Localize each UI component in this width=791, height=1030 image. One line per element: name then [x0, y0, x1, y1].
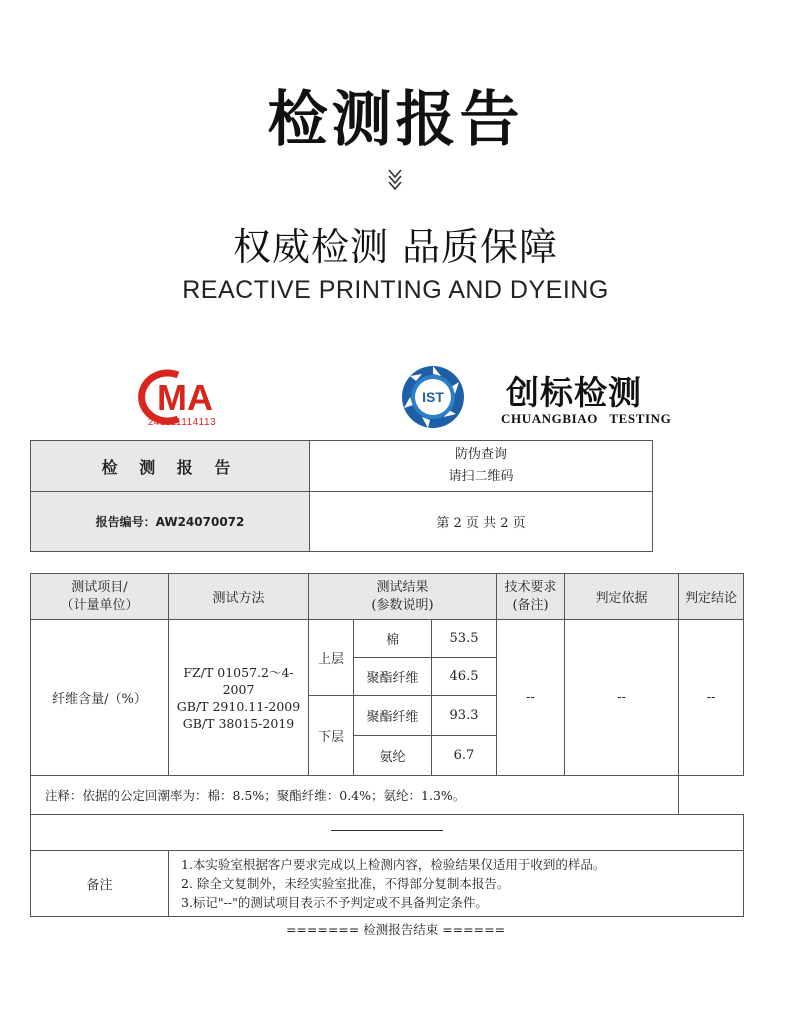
cma-logo-text: MA [157, 377, 213, 418]
remark-1: 1.本实验室根据客户要求完成以上检测内容，检验结果仅适用于收到的样品。 [181, 857, 606, 872]
method-3: GB/T 38015-2019 [182, 715, 295, 731]
divider-cell [31, 815, 744, 851]
anti-fake-cell [310, 441, 653, 492]
results-table [30, 573, 744, 917]
scan-qr-hint: 请扫二维码 [448, 469, 514, 484]
fiber-value: 53.5 [432, 620, 497, 658]
report-number: 报告编号：AW24070072 [31, 492, 310, 552]
header-requirement-line1: 技术要求 [504, 579, 557, 595]
page-title: 检测报告 [267, 85, 524, 155]
fiber-value: 46.5 [432, 658, 497, 696]
ist-logo [398, 362, 468, 432]
header-method: 测试方法 [169, 574, 309, 620]
english-subtitle: REACTIVE PRINTING AND DYEING [182, 276, 609, 304]
divider-line [331, 830, 443, 831]
upper-layer-label: 上层 [309, 620, 354, 696]
header-item [31, 574, 169, 620]
divider-row [31, 815, 744, 851]
cma-number: 241111114113 [147, 417, 217, 428]
remarks-text [169, 851, 744, 917]
remark-2: 2. 除全文复制外，未经实验室批准，不得部分复制本报告。 [181, 876, 510, 891]
brand-name-en: CHUANGBIAO TESTING [501, 411, 672, 426]
fiber-name: 聚酯纤维 [354, 696, 432, 736]
ist-logo-text: IST [422, 389, 444, 405]
fiber-name: 聚酯纤维 [354, 658, 432, 696]
header-basis: 判定依据 [565, 574, 679, 620]
method-2: GB/T 2910.11-2009 [176, 698, 301, 714]
brand-name-cn: 创标检测 [506, 373, 642, 412]
fiber-name: 棉 [354, 620, 432, 658]
header-result-line1: 测试结果 [376, 579, 429, 595]
header-conclusion: 判定结论 [679, 574, 744, 620]
basis-value: -- [565, 620, 679, 776]
item-name: 纤维含量/（%） [31, 620, 169, 776]
table-header-row [31, 574, 744, 620]
remarks-row [31, 851, 744, 917]
header-requirement [497, 574, 565, 620]
report-end-footer: ======= 检测报告结束 ====== [285, 922, 506, 937]
report-title: 检 测 报 告 [31, 441, 310, 492]
remarks-label: 备注 [31, 851, 169, 917]
double-chevron-down-icon [385, 166, 405, 194]
remark-3: 3.标记"--"的测试项目表示不予判定或不具备判定条件。 [181, 895, 488, 910]
moisture-note: 注释：依据的公定回潮率为：棉：8.5%；聚酯纤维：0.4%；氨纶：1.3%。 [31, 776, 679, 815]
header-item-line1: 测试项目/ [71, 579, 128, 595]
page-info: 第 2 页 共 2 页 [310, 492, 653, 552]
report-header-table [30, 440, 653, 552]
test-methods [169, 620, 309, 776]
method-1: FZ/T 01057.2～4-2007 [183, 664, 294, 697]
header-requirement-line2: (备注) [512, 597, 549, 613]
conclusion-value: -- [679, 620, 744, 776]
requirement-value: -- [497, 620, 565, 776]
fiber-name: 氨纶 [354, 736, 432, 776]
lower-layer-label: 下层 [309, 696, 354, 776]
header-result [309, 574, 497, 620]
header-result-line2: (参数说明) [371, 597, 434, 613]
header-item-line2: （计量单位） [60, 597, 139, 613]
fiber-value: 6.7 [432, 736, 497, 776]
fiber-value: 93.3 [432, 696, 497, 736]
subtitle: 权威检测 品质保障 [232, 225, 559, 269]
table-row [31, 620, 744, 658]
anti-fake-query: 防伪查询 [454, 447, 507, 462]
note-row [31, 776, 744, 815]
